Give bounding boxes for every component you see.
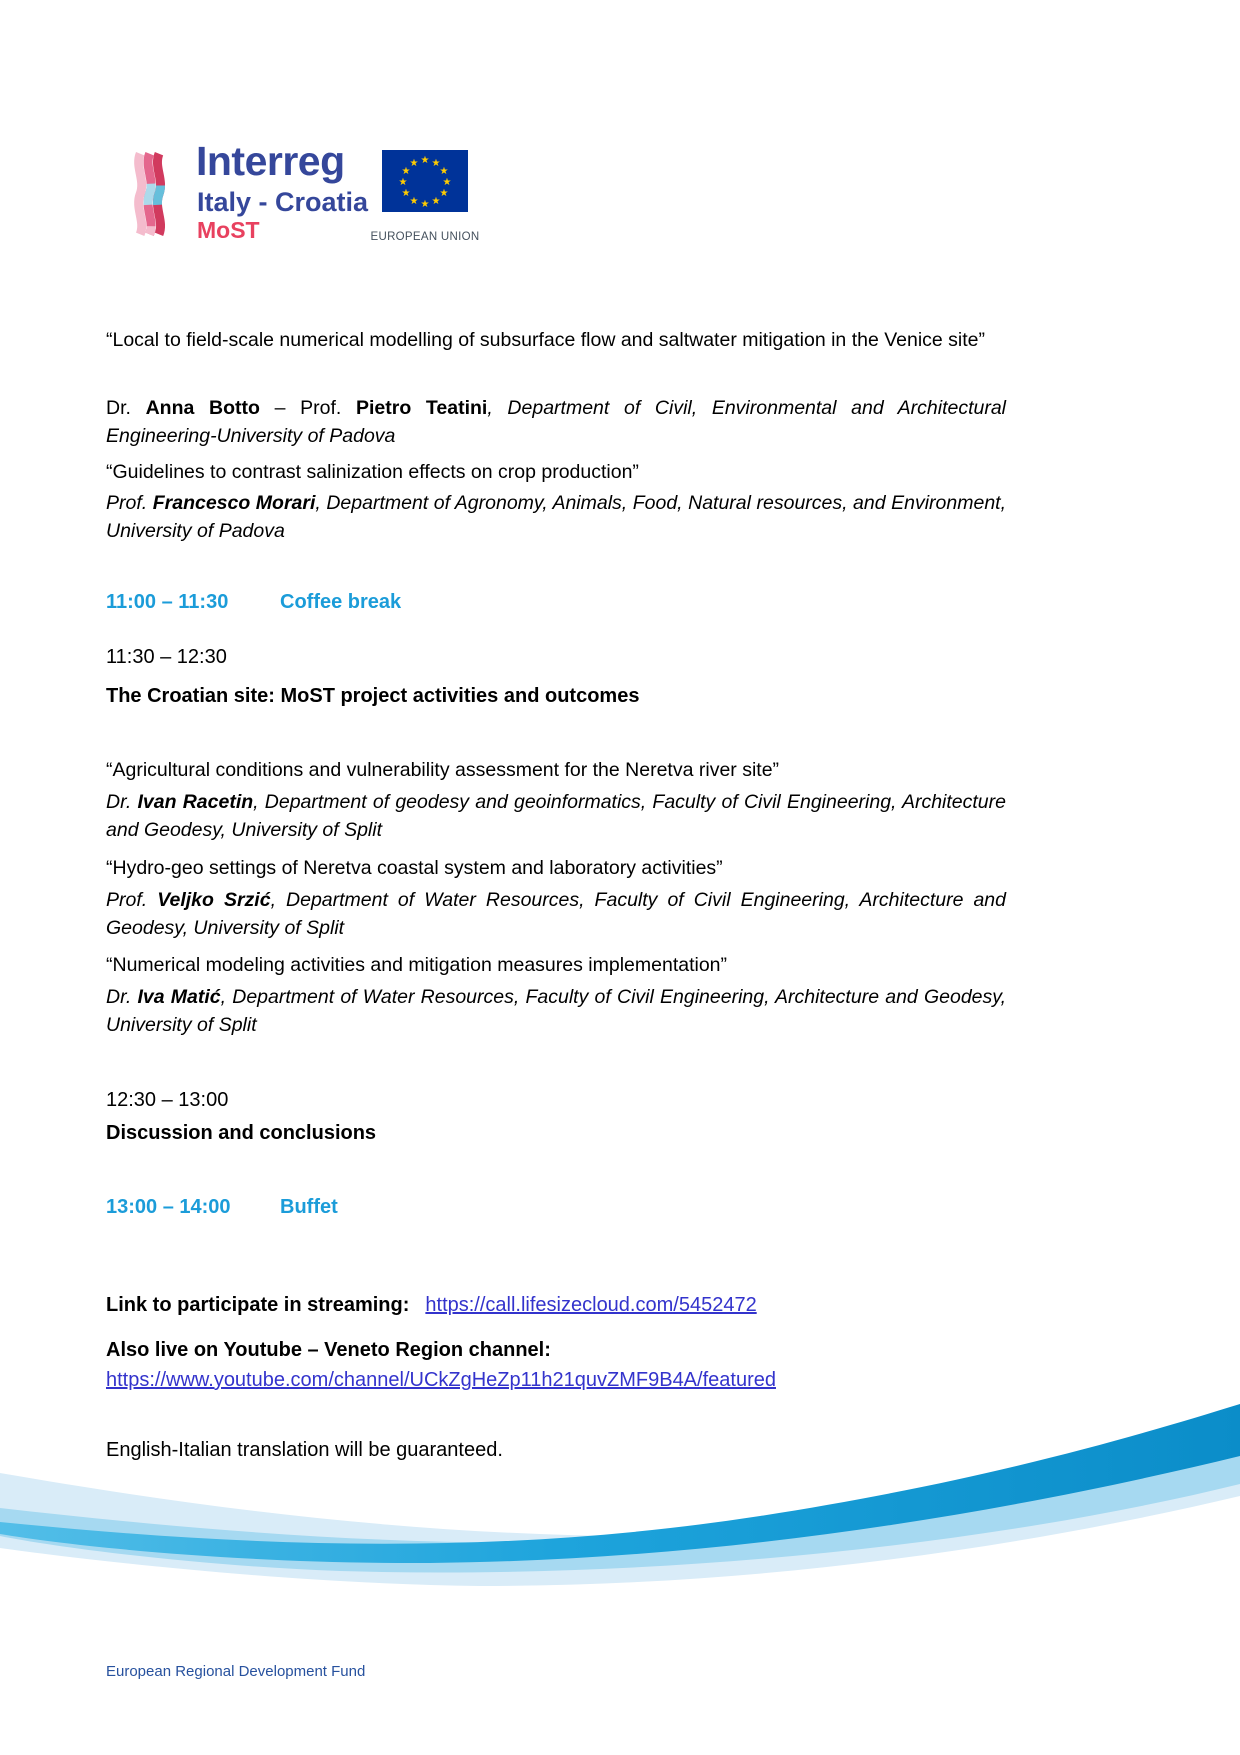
speaker-matic xyxy=(106,983,1006,1039)
slot-time: 11:00 – 11:30 xyxy=(106,591,229,613)
talk-title-hydro-geo: “Hydro-geo settings of Neretva coastal system and laboratory activities” xyxy=(106,857,723,879)
svg-text:★: ★ xyxy=(401,188,411,199)
schedule-row-coffee-break xyxy=(106,588,706,616)
svg-text:★: ★ xyxy=(398,177,408,188)
streaming-label: Link to participate in streaming: xyxy=(106,1294,410,1316)
speaker-affiliation: , Department of Water Resources, Faculty of Civil Engineering, Architecture and Geodesy, University of Split xyxy=(106,889,1006,939)
session-title-croatia: The Croatian site: MoST project activities and outcomes xyxy=(106,685,640,707)
speaker-prefix: Dr. xyxy=(106,791,138,813)
svg-text:★: ★ xyxy=(442,177,452,188)
eu-flag-icon xyxy=(382,150,468,212)
speaker-name: Pietro Teatini xyxy=(355,397,488,419)
logo-project-name: MoST xyxy=(197,217,260,243)
wave-graphic xyxy=(0,1390,1240,1755)
speaker-affiliation: , Department of Agronomy, Animals, Food, Natural resources, and Environment, University of Padova xyxy=(106,492,1007,542)
interreg-ribbons-icon xyxy=(133,147,185,241)
footer-fund-name: European Regional Development Fund xyxy=(106,1663,366,1680)
speaker-affiliation: , Department of Water Resources, Faculty of Civil Engineering, Architecture and Geodesy, University of Split xyxy=(106,986,1006,1036)
eu-flag-caption: EUROPEAN UNION xyxy=(370,231,480,243)
speaker-name: Anna Botto xyxy=(145,397,260,419)
logo-region-name: Italy - Croatia xyxy=(197,187,369,217)
speaker-prefix: Prof. xyxy=(106,492,153,514)
session-title-discussion: Discussion and conclusions xyxy=(106,1122,377,1144)
session-time-croatia: 11:30 – 12:30 xyxy=(106,646,227,668)
slot-label: Coffee break xyxy=(280,591,402,613)
speaker-name: Francesco Morari xyxy=(152,492,316,514)
svg-text:★: ★ xyxy=(439,188,449,199)
svg-text:★: ★ xyxy=(401,166,411,177)
youtube-channel-link[interactable]: https://www.youtube.com/channel/UCkZgHeZp11h21quvZMF9B4A/featured xyxy=(106,1369,776,1391)
talk-title-venice-modelling: “Local to field-scale numerical modelling of subsurface flow and saltwater mitigation in the Venice site” xyxy=(106,329,986,351)
svg-text:★: ★ xyxy=(409,158,419,169)
svg-text:★: ★ xyxy=(431,196,441,207)
speaker-separator: – Prof. xyxy=(259,397,356,419)
youtube-channel-label: Also live on Youtube – Veneto Region channel: xyxy=(106,1339,551,1361)
streaming-link[interactable]: https://call.lifesizecloud.com/5452472 xyxy=(425,1294,757,1316)
session-time-discussion: 12:30 – 13:00 xyxy=(106,1089,229,1111)
speaker-prefix: Prof. xyxy=(106,889,158,911)
speaker-name: Ivan Racetin xyxy=(137,791,254,813)
slot-label: Buffet xyxy=(280,1196,338,1218)
youtube-label-row xyxy=(106,1336,1106,1364)
speaker-srzic xyxy=(106,886,1006,942)
speaker-prefix: Dr. xyxy=(106,397,146,419)
svg-text:★: ★ xyxy=(439,166,449,177)
speaker-name: Iva Matić xyxy=(137,986,221,1008)
slot-time: 13:00 – 14:00 xyxy=(106,1196,231,1218)
logo-program-name: Interreg xyxy=(196,138,345,184)
talk-title-numerical-modeling: “Numerical modeling activities and mitigation measures implementation” xyxy=(106,954,728,976)
speaker-morari xyxy=(106,489,1006,545)
svg-text:★: ★ xyxy=(431,158,441,169)
svg-text:★: ★ xyxy=(409,196,419,207)
speaker-affiliation: , Department of geodesy and geoinformatics, Faculty of Civil Engineering, Architecture and Geodesy, University of Split xyxy=(106,791,1006,841)
schedule-row-buffet xyxy=(106,1193,706,1221)
speaker-prefix: Dr. xyxy=(106,986,138,1008)
speakers-botto-teatini xyxy=(106,394,1006,450)
svg-text:★: ★ xyxy=(420,155,430,166)
speaker-name: Veljko Srzić xyxy=(157,889,271,911)
translation-note: English-Italian translation will be guaranteed. xyxy=(106,1439,503,1461)
speaker-racetin xyxy=(106,788,1006,844)
speaker-affiliation: , Department of Civil, Environmental and Architectural Engineering-University of Padova xyxy=(106,397,1007,447)
streaming-row xyxy=(106,1291,1106,1319)
talk-title-agricultural: “Agricultural conditions and vulnerability assessment for the Neretva river site” xyxy=(106,759,780,781)
svg-text:★: ★ xyxy=(420,199,430,210)
talk-title-guidelines: “Guidelines to contrast salinization effects on crop production” xyxy=(106,461,639,483)
